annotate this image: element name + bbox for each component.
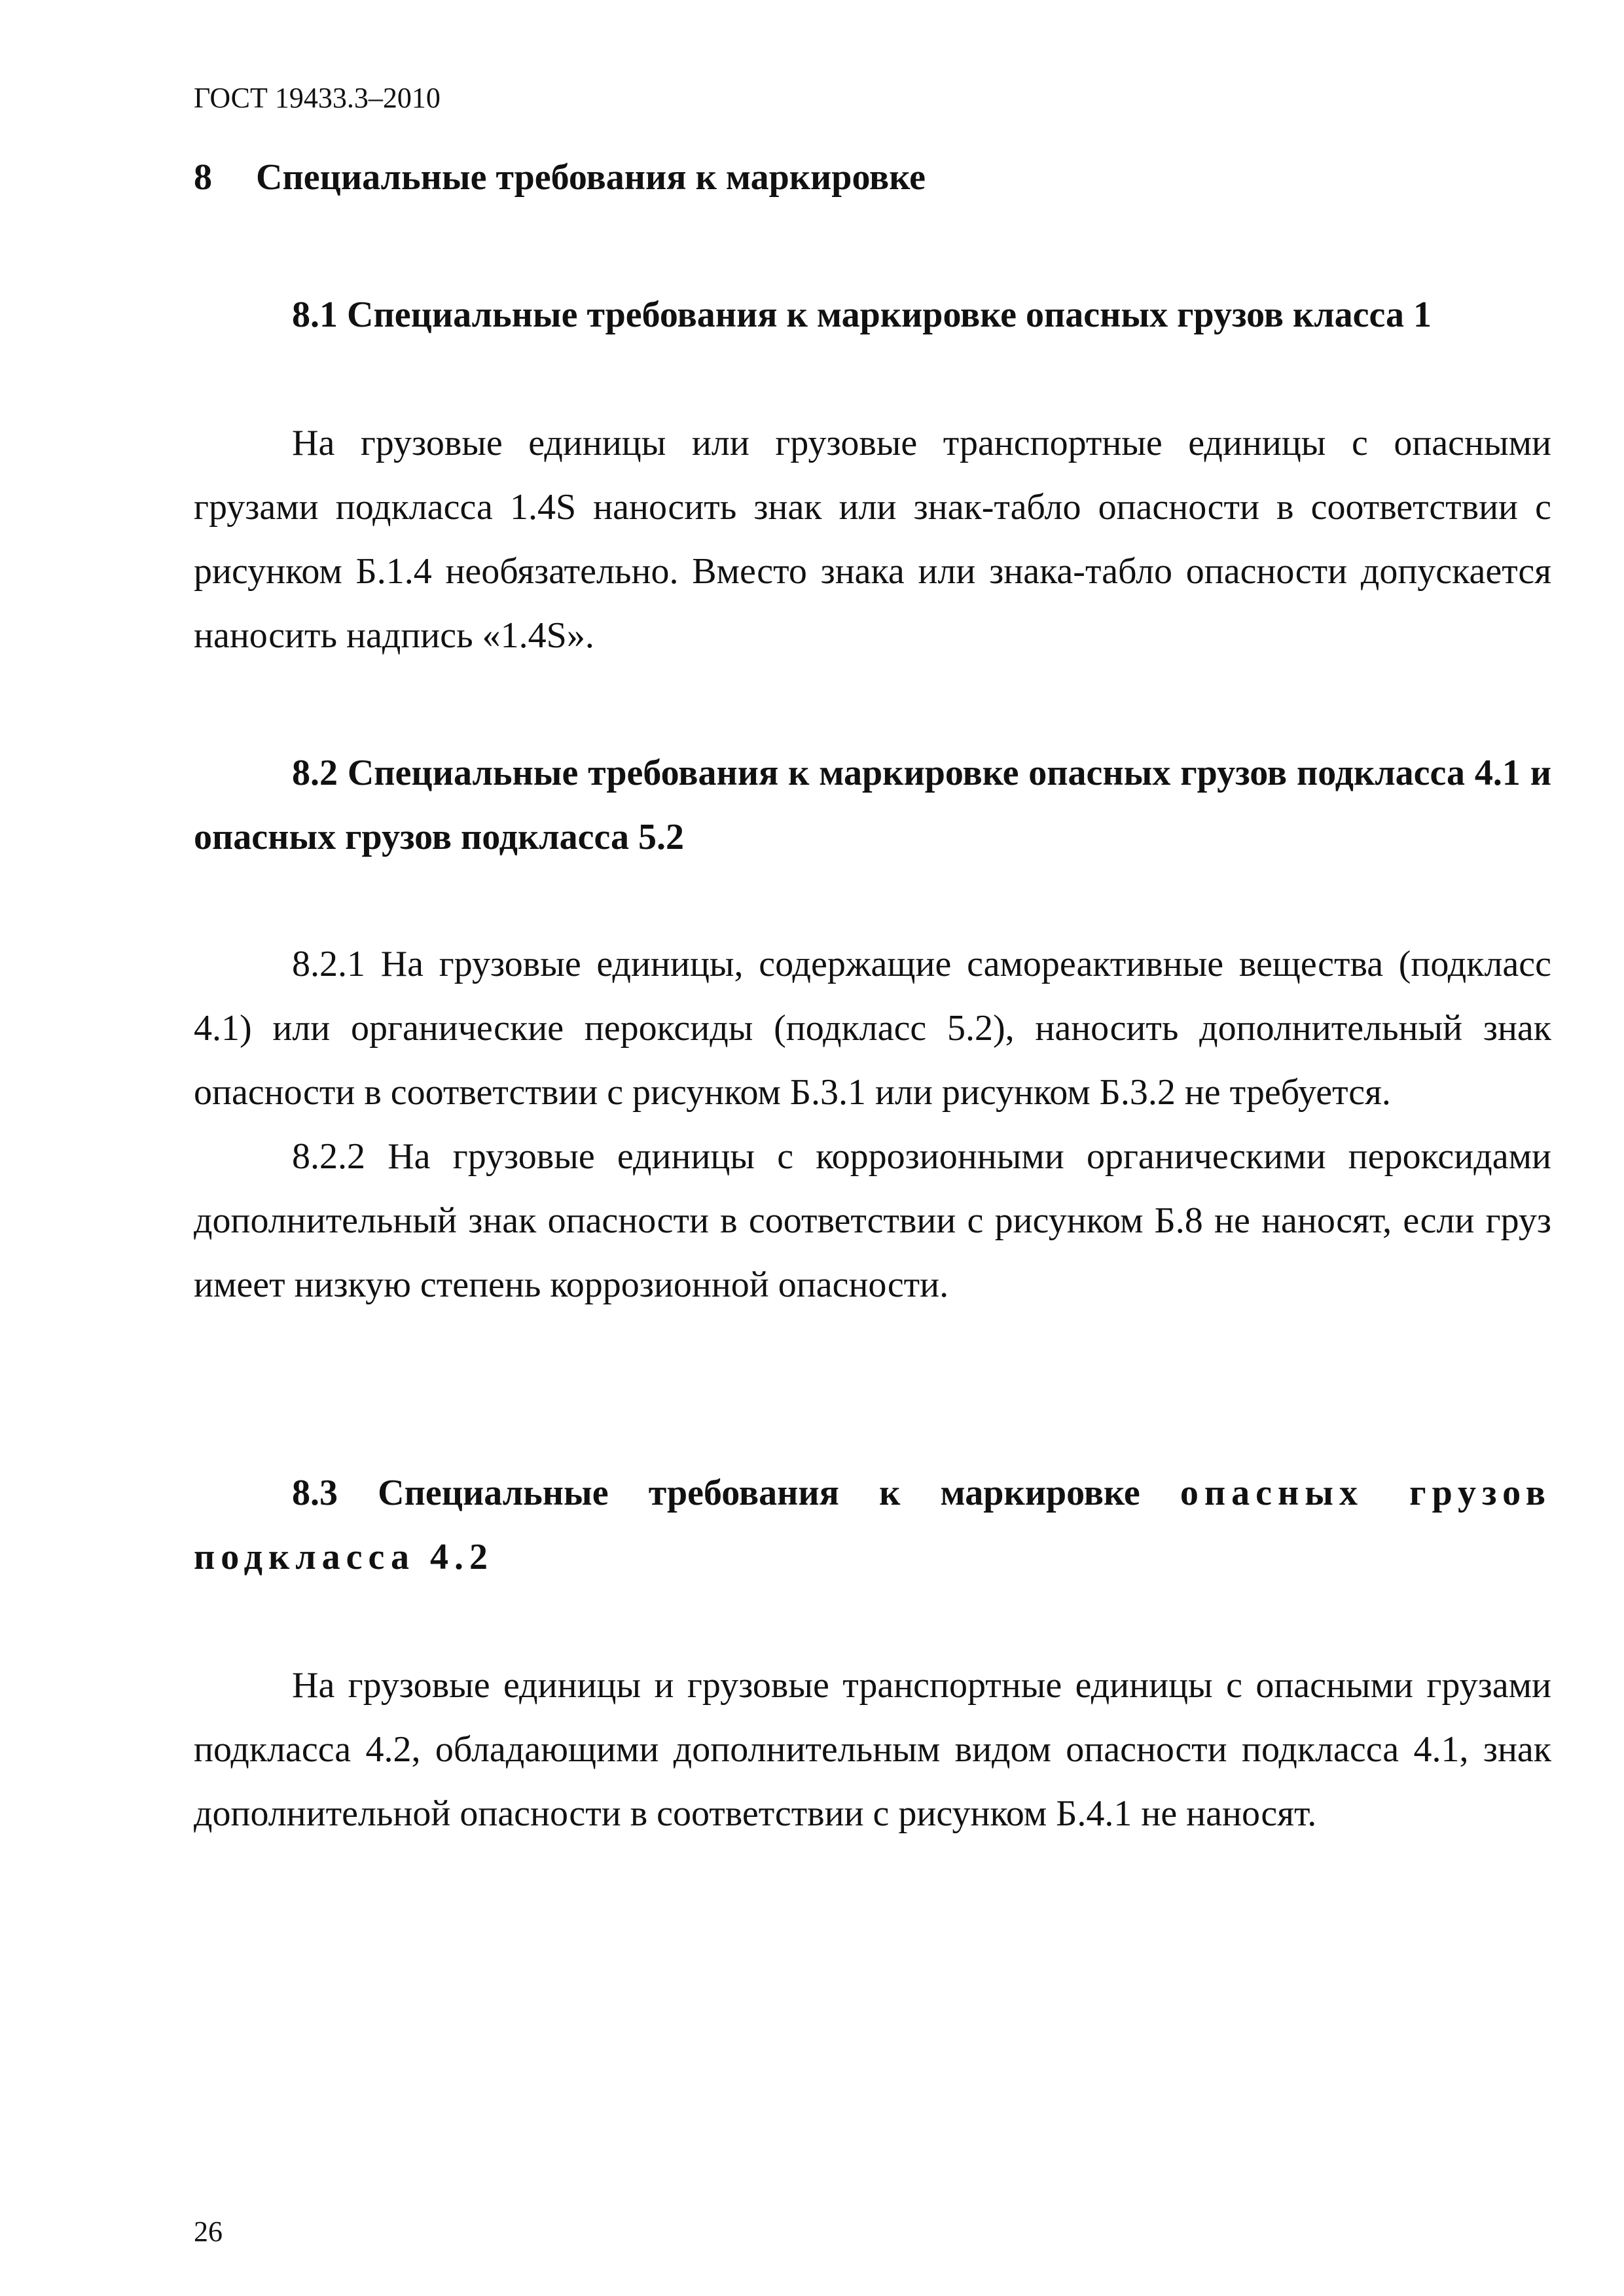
paragraph: 8.2.1 На грузовые единицы, содержащие самореактивные вещества (подкласс 4.1) или органические пероксиды (подкласс 5.2), наносить дополнительный знак опасности в соответствии с рисунком Б.3.1 или рисунком Б.3.2 не требуется. [194, 944, 1551, 1113]
paragraph: На грузовые единицы или грузовые транспортные единицы с опасными грузами подкласса 1.4S наносить знак или знак-табло опасности в соответствии с рисунком Б.1.4 необязательно. Вместо знака или знака-табло опасности допускается наносить надпись «1.4S». [194, 423, 1551, 656]
subsection-8-1-heading [194, 283, 1551, 347]
subsection-8-2-heading [194, 741, 1551, 869]
subsection-8-1-body [194, 411, 1551, 668]
page-number: 26 [194, 2215, 223, 2248]
section-number: 8 [194, 157, 212, 198]
subsection-8-3-heading [194, 1461, 1551, 1589]
paragraph: 8.2.2 На грузовые единицы с коррозионными органическими пероксидами дополнительный знак опасности в соответствии с рисунком Б.8 не наносят, если груз имеет низкую степень коррозионной опасности. [194, 1136, 1551, 1305]
subsection-8-3-body [194, 1653, 1551, 1846]
subsection-number: 8.1 [292, 295, 338, 335]
subsection-title: Специальные требования к маркировке опасных грузов подкласса 4.1 и опасных грузов подкласса 5.2 [194, 753, 1551, 857]
subsection-title: Специальные требования к маркировке опасных грузов класса 1 [347, 295, 1432, 335]
section-heading [194, 154, 926, 200]
document-header: ГОСТ 19433.3–2010 [194, 82, 441, 114]
subsection-title-part2: опасных грузов подкласса 4.2 [194, 1473, 1552, 1577]
section-title: Специальные требования к маркировке [256, 157, 926, 198]
subsection-title-part1: Специальные требования к маркировке [378, 1473, 1140, 1513]
subsection-8-2-body [194, 932, 1551, 1317]
paragraph: На грузовые единицы и грузовые транспортные единицы с опасными грузами подкласса 4.2, обладающими дополнительным видом опасности подкласса 4.1, знак дополнительной опасности в соответствии с рисунком Б.4.1 не наносят. [194, 1665, 1551, 1834]
subsection-number: 8.2 [292, 753, 338, 793]
subsection-number: 8.3 [292, 1473, 338, 1513]
